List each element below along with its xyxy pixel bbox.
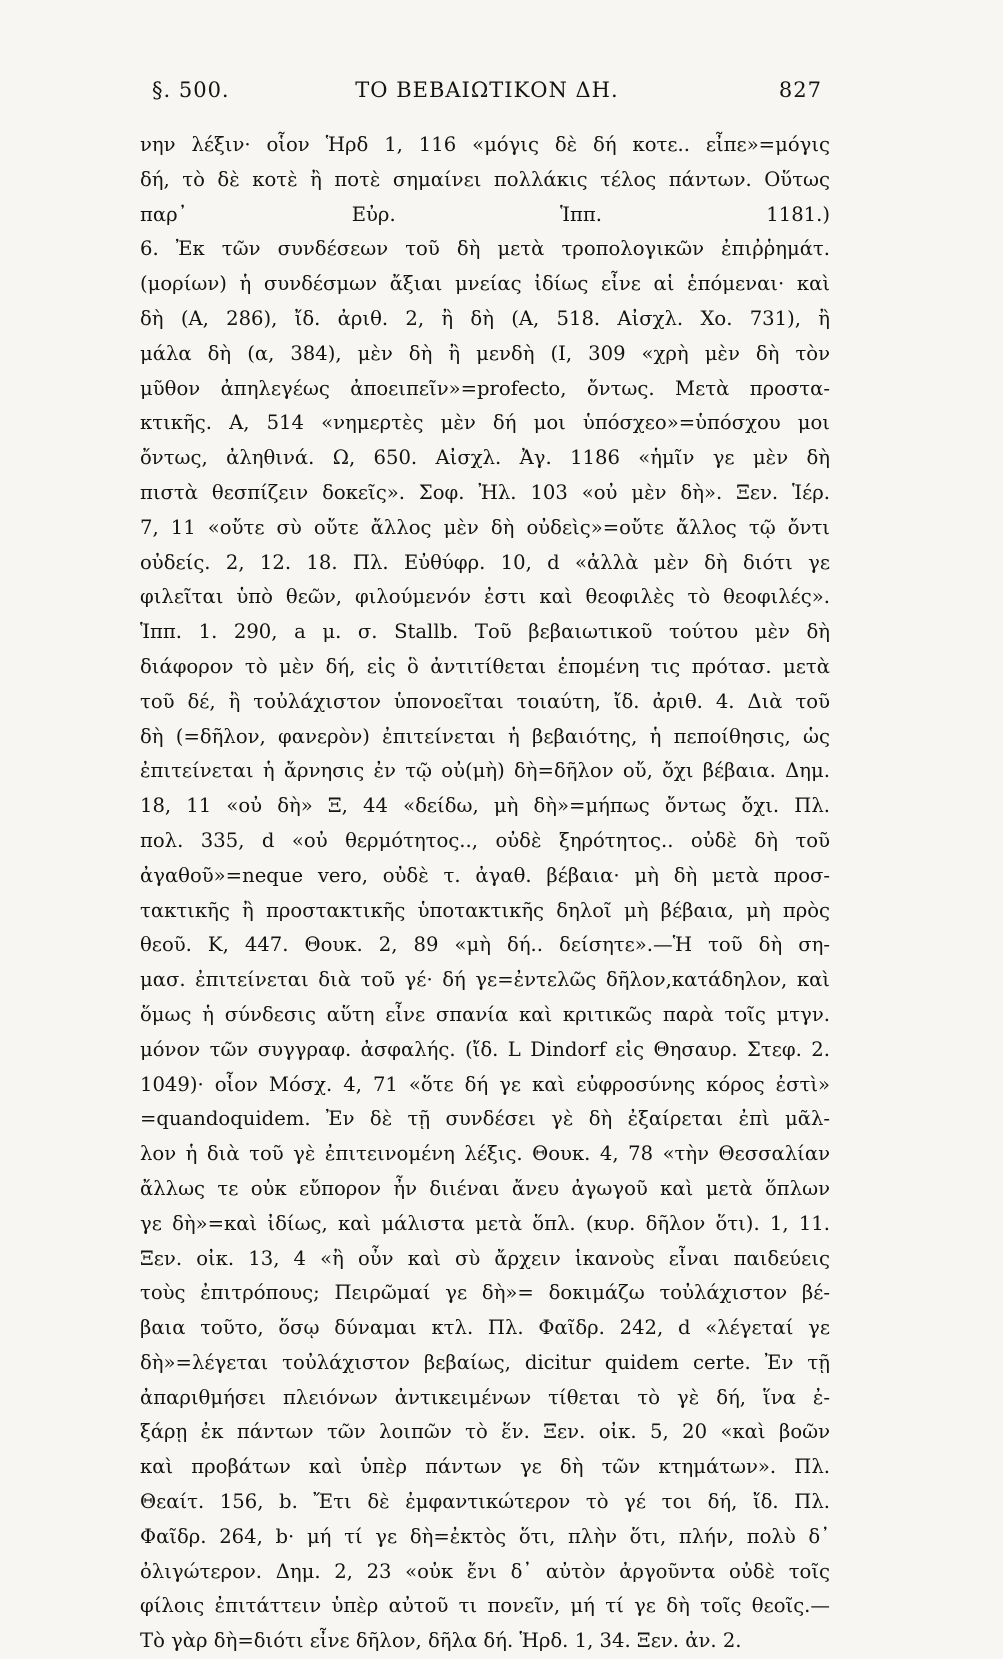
text-line: ὀλιγώτερον. Δημ. 2, 23 «οὐκ ἔνι δ᾽ αὐτὸν ἀργοῦντα οὐδὲ τοῖς: [140, 1559, 830, 1583]
text-line: Φαῖδρ. 264, b· μή τί γε δὴ=ἐκτὸς ὅτι, πλὴν ὅτι, πλήν, πολὺ δ᾽: [140, 1524, 830, 1548]
text-line: κτικῆς. Α, 514 «νημερτὲς μὲν δή μοι ὑπόσχεο»=ὑπόσχου μοι: [140, 411, 830, 435]
text-line: μασ. ἐπιτείνεται διὰ τοῦ γέ· δή γε=ἐντελῶς δῆλον,κατάδηλον, καὶ: [140, 968, 830, 992]
text-line: ἀγαθοῦ»=neque vero, οὐδὲ τ. ἀγαθ. βέβαια· μὴ δὴ μετὰ προσ-: [140, 863, 830, 887]
text-line: λον ἡ διὰ τοῦ γὲ ἐπιτεινομένη λέξις. Θουκ. 4, 78 «τὴν Θεσσαλίαν: [140, 1142, 830, 1166]
text-line: πιστὰ θεσπίζειν δοκεῖς». Σοφ. Ἠλ. 103 «οὐ μὲν δὴ». Ξεν. Ἱέρ.: [140, 480, 830, 504]
text-line: 1049)· οἷον Μόσχ. 4, 71 «ὅτε δή γε καὶ εὐφροσύνης κόρος ἐστὶ»: [140, 1072, 830, 1096]
text-line: τακτικῆς ἢ προστακτικῆς ὑποτακτικῆς δηλοῖ μὴ βέβαια, μὴ πρὸς: [140, 898, 830, 922]
text-line: οὐδείς. 2, 12. 18. Πλ. Εὐθύφρ. 10, d «ἀλλὰ μὲν δὴ διότι γε: [140, 550, 830, 574]
text-line: Τὸ γὰρ δὴ=διότι εἶνε δῆλον, δῆλα δή. Ἡρδ. 1, 34. Ξεν. ἀν. 2.: [140, 1629, 742, 1653]
text-line: ἀπαριθμήσει πλειόνων ἀντικειμένων τίθεται τὸ γὲ δή, ἵνα ἐ-: [140, 1385, 830, 1409]
text-line: μάλα δὴ (α, 384), μὲν δὴ ἢ μενδὴ (Ι, 309 «χρὴ μὲν δὴ τὸν: [140, 341, 830, 365]
text-line: 18, 11 «οὐ δὴ» Ξ, 44 «δείδω, μὴ δὴ»=μήπως ὄντως ὄχι. Πλ.: [140, 794, 830, 818]
text-line: μῦθον ἀπηλεγέως ἀποειπεῖν»=profecto, ὄντως. Μετὰ προστα-: [140, 376, 830, 400]
text-line: 6. Ἐκ τῶν συνδέσεων τοῦ δὴ μετὰ τροπολογικῶν ἐπιῤῥημάτ.: [140, 237, 830, 261]
text-line: δὴ (Α, 286), ἴδ. ἀριθ. 2, ἢ δὴ (Α, 518. Αἰσχλ. Χο. 731), ἢ: [140, 306, 830, 330]
running-title: ΤΟ ΒΕΒΑΙΩΤΙΚΟΝ ΔΗ.: [355, 78, 619, 102]
text-line: παρ᾽ Εὐρ. Ἱππ. 1181.): [140, 202, 830, 226]
body-text: [140, 128, 830, 1659]
text-line: νην λέξιν· οἷον Ἡρδ 1, 116 «μόγις δὲ δή κοτε.. εἶπε»=μόγις: [140, 133, 830, 156]
text-line: 7, 11 «οὔτε σὺ οὔτε ἄλλος μὲν δὴ οὐδεὶς»=οὔτε ἄλλος τῷ ὄντι: [140, 515, 830, 539]
text-line: φίλοις ἐπιτάττειν ὑπὲρ αὐτοῦ τι πονεῖν, μή τί γε δὴ τοῖς θεοῖς.—: [140, 1594, 830, 1618]
text-line: τοὺς ἐπιτρόπους; Πειρῶμαί γε δὴ»= δοκιμάζω τοὐλάχιστον βέ-: [140, 1281, 830, 1305]
text-line: ἐπιτείνεται ἡ ἄρνησις ἐν τῷ οὐ(μὴ) δὴ=δῆλον οὔ, ὄχι βέβαια. Δημ.: [140, 759, 830, 783]
text-line: ἄλλως τε οὐκ εὔπορον ἦν διιέναι ἄνευ ἀγωγοῦ καὶ μετὰ ὅπλων: [140, 1176, 830, 1200]
text-line: καὶ προβάτων καὶ ὑπὲρ πάντων γε δὴ τῶν κτημάτων». Πλ.: [140, 1455, 830, 1479]
section-number: §. 500.: [152, 78, 230, 102]
text-line: γε δὴ»=καὶ ἰδίως, καὶ μάλιστα μετὰ ὅπλ. (κυρ. δῆλον ὅτι). 1, 11.: [140, 1211, 830, 1235]
text-line: πολ. 335, d «οὐ θερμότητος.., οὐδὲ ξηρότητος.. οὐδὲ δὴ τοῦ: [140, 828, 830, 852]
text-line: ὅμως ἡ σύνδεσις αὕτη εἶνε σπανία καὶ κριτικῶς παρὰ τοῖς μτγν.: [140, 1002, 830, 1026]
text-line: ξάρῃ ἐκ πάντων τῶν λοιπῶν τὸ ἕν. Ξεν. οἰκ. 5, 20 «καὶ βοῶν: [140, 1420, 830, 1444]
text-line: (μορίων) ἡ συνδέσμων ἄξιαι μνείας ἰδίως εἶνε αἱ ἑπόμεναι· καὶ: [140, 272, 830, 296]
running-header: [152, 78, 822, 110]
text-line: δὴ (=δῆλον, φανερὸν) ἐπιτείνεται ἡ βεβαιότης, ἡ πεποίθησις, ὡς: [140, 724, 830, 748]
text-line: =quandoquidem. Ἐν δὲ τῇ συνδέσει γὲ δὴ ἐξαίρεται ἐπὶ μᾶλ-: [140, 1107, 830, 1131]
page-number: 827: [778, 78, 822, 102]
text-line: βαια τοῦτο, ὅσῳ δύναμαι κτλ. Πλ. Φαῖδρ. 242, d «λέγεταί γε: [140, 1316, 830, 1340]
text-line: φιλεῖται ὑπὸ θεῶν, φιλούμενόν ἐστι καὶ θεοφιλὲς τὸ θεοφιλές».: [140, 585, 830, 609]
text-line: Θεαίτ. 156, b. Ἔτι δὲ ἐμφαντικώτερον τὸ γέ τοι δή, ἴδ. Πλ.: [140, 1490, 830, 1514]
text-line: θεοῦ. Κ, 447. Θουκ. 2, 89 «μὴ δή.. δείσητε».—Ἡ τοῦ δὴ ση-: [140, 933, 830, 957]
text-line: ὄντως, ἀληθινά. Ω, 650. Αἰσχλ. Ἀγ. 1186 «ἡμῖν γε μὲν δὴ: [140, 446, 830, 470]
text-line: δή, τὸ δὲ κοτὲ ἢ ποτὲ σημαίνει πολλάκις τέλος πάντων. Οὕτως: [140, 167, 830, 191]
text-line: τοῦ δέ, ἢ τοὐλάχιστον ὑπονοεῖται τοιαύτη, ἴδ. ἀριθ. 4. Διὰ τοῦ: [140, 689, 830, 713]
text-line: μόνον τῶν συγγραφ. ἀσφαλής. (ἴδ. L Dindorf εἰς Θησαυρ. Στεφ. 2.: [140, 1037, 830, 1061]
text-line: Ξεν. οἰκ. 13, 4 «ἢ οὖν καὶ σὺ ἄρχειν ἱκανοὺς εἶναι παιδεύεις: [140, 1246, 830, 1270]
text-line: Ἱππ. 1. 290, a μ. σ. Stallb. Τοῦ βεβαιωτικοῦ τούτου μὲν δὴ: [140, 620, 830, 644]
text-line: διάφορον τὸ μὲν δή, εἰς ὃ ἀντιτίθεται ἑπομένη τις πρότασ. μετὰ: [140, 654, 830, 678]
text-line: δὴ»=λέγεται τοὐλάχιστον βεβαίως, dicitur quidem certe. Ἐν τῇ: [140, 1350, 830, 1374]
